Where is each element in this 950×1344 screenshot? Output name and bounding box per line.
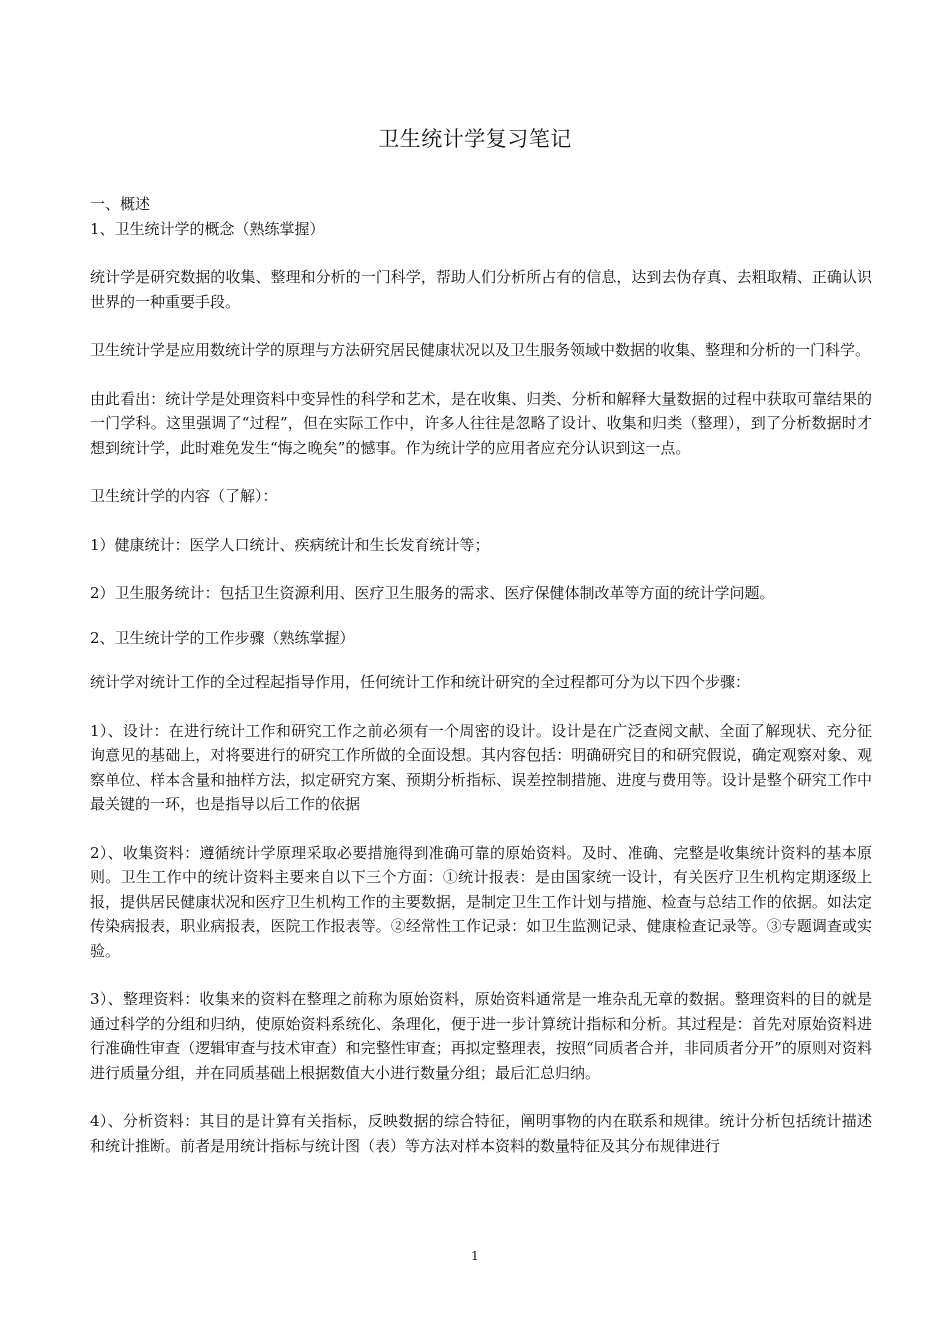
- subheading-work-steps: 2、卫生统计学的工作步骤（熟练掌握）: [90, 628, 355, 647]
- steps-intro: 统计学对统计工作的全过程起指导作用，任何统计工作和统计研究的全过程都可分为以下四个步骤：: [90, 673, 751, 691]
- step-analyze-data: 4）、分析资料：其目的是计算有关指标，反映数据的综合特征，阐明事物的内在联系和规律。统计分析包括统计描述和统计推断。前者是用统计指标与统计图（表）等方法对样本资料的数量特征及其分布规律进行: [90, 1112, 872, 1155]
- step-organize-data: 3）、整理资料：收集来的资料在整理之前称为原始资料，原始资料通常是一堆杂乱无章的数据。整理资料的目的就是通过科学的分组和归纳，使原始资料系统化、条理化，便于进一步计算统计指标和分析。其过程是：首先对原始资料进行准确性审查（逻辑审查与技术审查）和完整性审查；再拟定整理表，按照“同质者合并，非同质者分开”的原则对资料进行质量分组，并在同质基础上根据数值大小进行数量分组；最后汇总归纳。: [90, 990, 872, 1082]
- section-heading: 一、概述: [90, 195, 151, 213]
- page-number: 1: [471, 1249, 479, 1263]
- step-design: 1）、设计：在进行统计工作和研究工作之前必须有一个周密的设计。设计是在广泛查阅文献、全面了解现状、充分征询意见的基础上，对将要进行的研究工作所做的全面设想。其内容包括：明确研究目的和研究假说，确定观察对象、观察单位、样本含量和抽样方法，拟定研究方案、预期分析指标、误差控制措施、进度与费用等。设计是整个研究工作中最关键的一环，也是指导以后工作的依据: [90, 721, 872, 813]
- step-collect-data: 2）、收集资料：遵循统计学原理采取必要措施得到准确可靠的原始资料。及时、准确、完整是收集统计资料的基本原则。卫生工作中的统计资料主要来自以下三个方面：①统计报表：是由国家统一设计，有关医疗卫生机构定期逐级上报，提供居民健康状况和医疗卫生机构工作的主要数据，是制定卫生工作计划与措施、检查与总结工作的依据。如法定传染病报表，职业病报表，医院工作报表等。②经常性工作记录：如卫生监测记录、健康检查记录等。③专题调查或实验。: [90, 843, 872, 960]
- content-heading: 卫生统计学的内容（了解）：: [90, 487, 278, 505]
- document-body: [90, 192, 872, 1158]
- content-item-health-service-statistics: 2）卫生服务统计：包括卫生资源利用、医疗卫生服务的需求、医疗保健体制改革等方面的统计学问题。: [90, 584, 775, 602]
- paragraph-process-emphasis: 由此看出：统计学是处理资料中变异性的科学和艺术，是在收集、归类、分析和解释大量数据的过程中获取可靠结果的一门学科。这里强调了“过程”，但在实际工作中，许多人往往是忽略了设计、收集和归类（整理），到了分析数据时才想到统计学，此时难免发生“悔之晚矣”的憾事。作为统计学的应用者应充分认识到这一点。: [90, 389, 872, 457]
- subheading-concept: 1、卫生统计学的概念（熟练掌握）: [90, 219, 325, 238]
- paragraph-health-statistics-definition: 卫生统计学是应用数统计学的原理与方法研究居民健康状况以及卫生服务领域中数据的收集、整理和分析的一门科学。: [90, 341, 871, 359]
- paragraph-statistics-definition: 统计学是研究数据的收集、整理和分析的一门科学，帮助人们分析所占有的信息，达到去伪存真、去粗取精、正确认识世界的一种重要手段。: [90, 268, 872, 311]
- content-item-health-statistics: 1）健康统计：医学人口统计、疾病统计和生长发育统计等；: [90, 535, 490, 554]
- document-title: 卫生统计学复习笔记: [378, 127, 572, 151]
